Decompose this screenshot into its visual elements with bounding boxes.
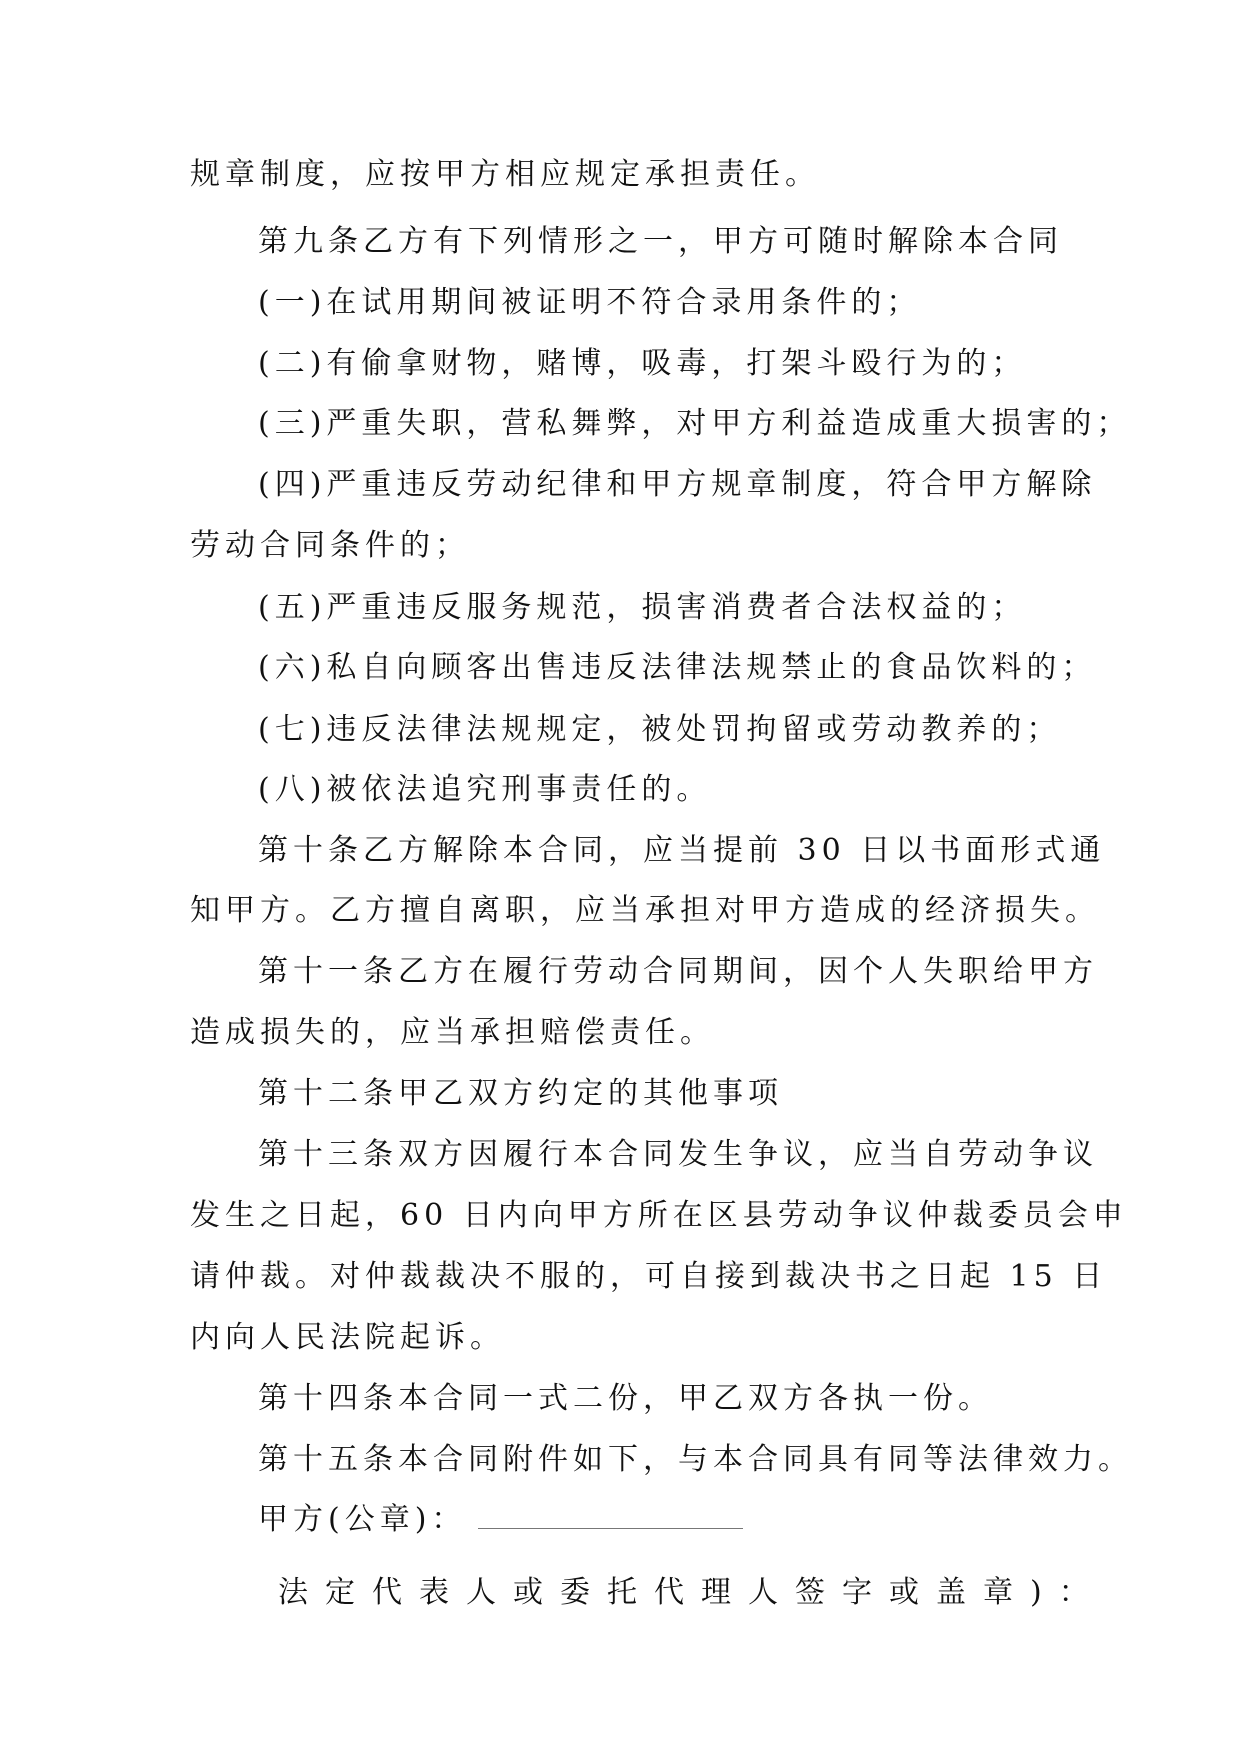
article-10: 第十条乙方解除本合同，应当提前 30 日以书面形式通 [258,833,1106,868]
article-12: 第十二条甲乙双方约定的其他事项 [258,1076,783,1111]
representative-signature-label: 法定代表人或委托代理人签字或盖章)： [278,1575,1106,1610]
text-line: 造成损失的，应当承担赔偿责任。 [190,1015,715,1050]
article-9-item-2: (二)有偷拿财物，赌博，吸毒，打架斗殴行为的； [258,346,1027,381]
party-a-seal-blank [478,1506,743,1529]
article-9-item-5: (五)严重违反服务规范，损害消费者合法权益的； [258,590,1027,625]
article-9-heading: 第九条乙方有下列情形之一，甲方可随时解除本合同 [258,224,1063,259]
article-9-item-1: (一)在试用期间被证明不符合录用条件的； [258,285,922,320]
party-a-seal-label: 甲方(公章)： [258,1502,467,1537]
article-9-item-7: (七)违反法律法规规定，被处罚拘留或劳动教养的； [258,712,1062,747]
party-a-seal-row [258,1500,743,1540]
article-9-item-6: (六)私自向顾客出售违反法律法规禁止的食品饮料的； [258,650,1097,685]
article-13: 第十三条双方因履行本合同发生争议，应当自劳动争议 [258,1137,1098,1172]
article-9-item-8: (八)被依法追究刑事责任的。 [258,772,712,807]
article-9-item-3: (三)严重失职，营私舞弊，对甲方利益造成重大损害的； [258,406,1132,441]
text-line: 发生之日起，60 日内向甲方所在区县劳动争议仲裁委员会申 [190,1198,1128,1233]
text-line: 知甲方。乙方擅自离职，应当承担对甲方造成的经济损失。 [190,893,1100,928]
article-11: 第十一条乙方在履行劳动合同期间，因个人失职给甲方 [258,954,1098,989]
text-line: 规章制度，应按甲方相应规定承担责任。 [190,157,820,192]
article-15: 第十五条本合同附件如下，与本合同具有同等法律效力。 [258,1442,1133,1477]
text-line: 劳动合同条件的； [190,528,470,563]
article-14: 第十四条本合同一式二份，甲乙双方各执一份。 [258,1381,993,1416]
text-line: 内向人民法院起诉。 [190,1320,505,1355]
text-line: 请仲裁。对仲裁裁决不服的，可自接到裁决书之日起 15 日 [190,1259,1108,1294]
article-9-item-4: (四)严重违反劳动纪律和甲方规章制度，符合甲方解除 [258,467,1097,502]
